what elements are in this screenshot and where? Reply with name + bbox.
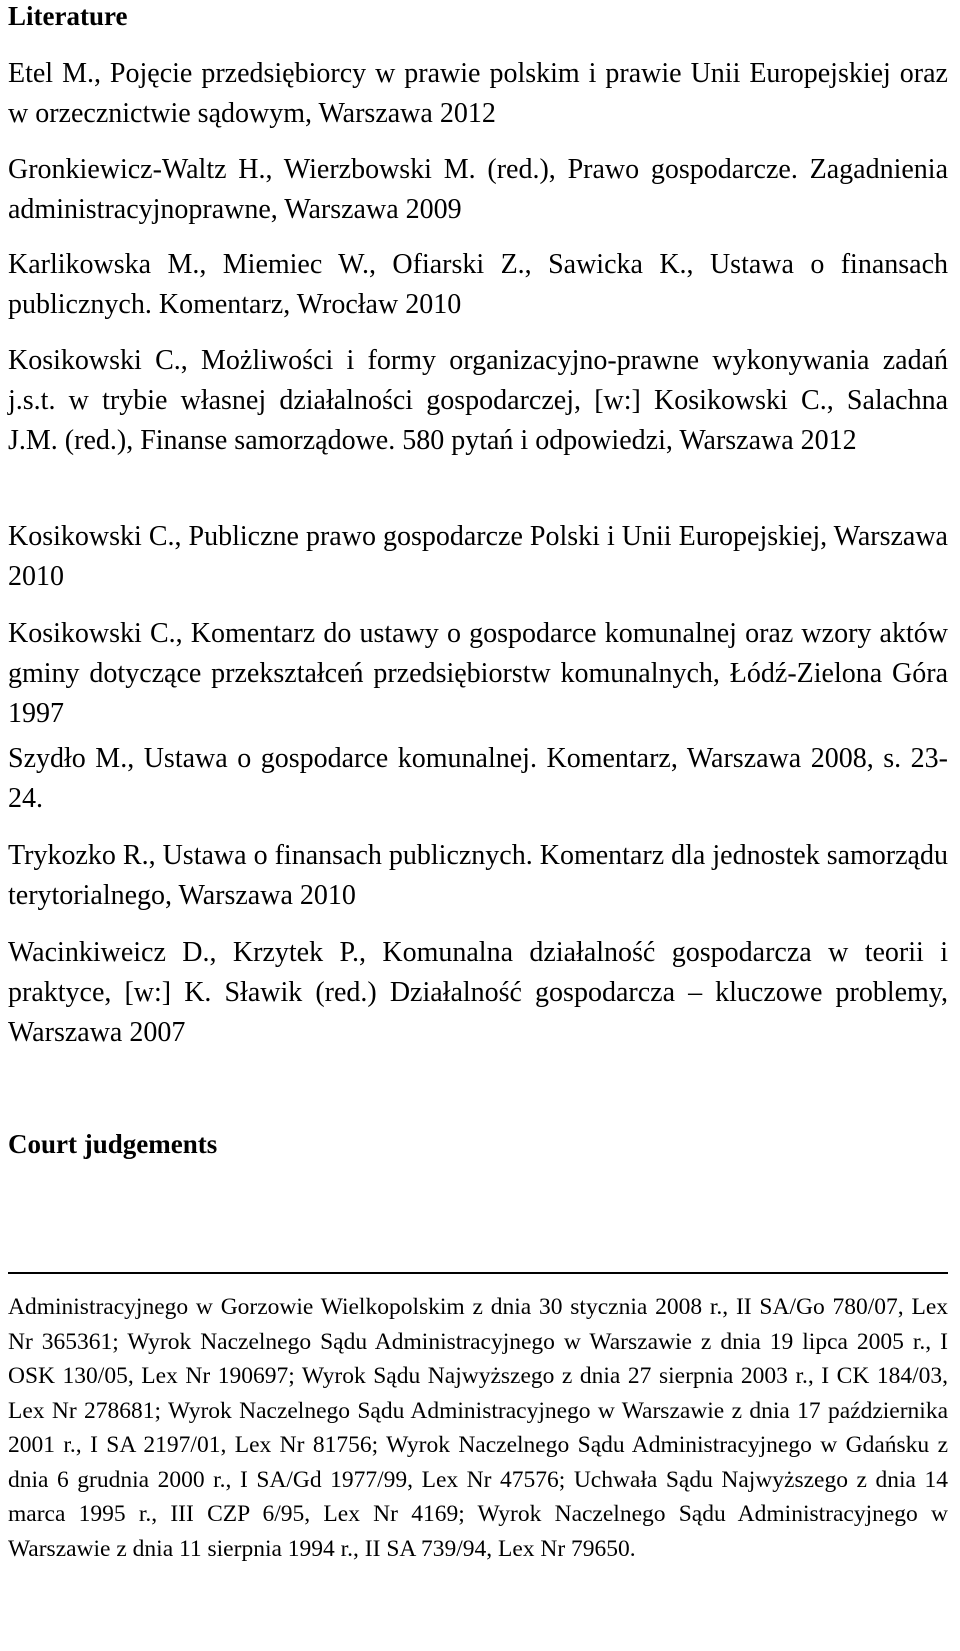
literature-entry: Wacinkiweicz D., Krzytek P., Komunalna działalność gospodarcza w teorii i praktyce, [w:] K. Sławik (red.) Działalność gospodarcza – kluczowe problemy, Warszawa 2007 [8,937,948,1048]
literature-entry: Gronkiewicz-Waltz H., Wierzbowski M. (red.), Prawo gospodarcze. Zagadnienia administracyjnoprawne, Warszawa 2009 [8,154,948,225]
court-judgements-heading: Court judgements [8,1129,218,1159]
footnote-divider [8,1272,948,1274]
literature-entry: Karlikowska M., Miemiec W., Ofiarski Z., Sawicka K., Ustawa o finansach publicznych. Komentarz, Wrocław 2010 [8,249,948,320]
literature-entry: Kosikowski C., Komentarz do ustawy o gospodarce komunalnej oraz wzory aktów gminy dotyczące przekształceń przedsiębiorstw komunalnych, Łódź-Zielona Góra 1997 [8,618,948,729]
literature-entry: Etel M., Pojęcie przedsiębiorcy w prawie polskim i prawie Unii Europejskiej oraz w orzecznictwie sądowym, Warszawa 2012 [8,58,948,129]
literature-entry: Kosikowski C., Możliwości i formy organizacyjno-prawne wykonywania zadań j.s.t. w trybie własnej działalności gospodarczej, [w:] Kosikowski C., Salachna J.M. (red.), Finanse samorządowe. 580 pytań i odpowiedzi, Warszawa 2012 [8,345,948,456]
literature-heading: Literature [8,1,128,31]
footnote-text: Administracyjnego w Gorzowie Wielkopolskim z dnia 30 stycznia 2008 r., II SA/Go 780/07, Lex Nr 365361; Wyrok Naczelnego Sądu Administracyjnego w Warszawie z dnia 19 lipca 2005 r., I OSK 130/05, Lex Nr 190697; Wyrok Sądu Najwyższego z dnia 27 sierpnia 2003 r., I CK 184/03, Lex Nr 278681; Wyrok Naczelnego Sądu Administracyjnego w Warszawie z dnia 17 października 2001 r., I SA 2197/01, Lex Nr 81756; Wyrok Naczelnego Sądu Administracyjnego w Gdańsku z dnia 6 grudnia 2000 r., I SA/Gd 1977/99, Lex Nr 47576; Uchwała Sądu Najwyższego z dnia 14 marca 1995 r., III CZP 6/95, Lex Nr 4169; Wyrok Naczelnego Sądu Administracyjnego w Warszawie z dnia 11 sierpnia 1994 r., II SA 739/94, Lex Nr 79650. [8,1294,948,1562]
literature-entry: Trykozko R., Ustawa o finansach publicznych. Komentarz dla jednostek samorządu terytorialnego, Warszawa 2010 [8,840,948,911]
literature-entry: Kosikowski C., Publiczne prawo gospodarcze Polski i Unii Europejskiej, Warszawa 2010 [8,521,948,592]
literature-entry: Szydło M., Ustawa o gospodarce komunalnej. Komentarz, Warszawa 2008, s. 23-24. [8,743,948,814]
